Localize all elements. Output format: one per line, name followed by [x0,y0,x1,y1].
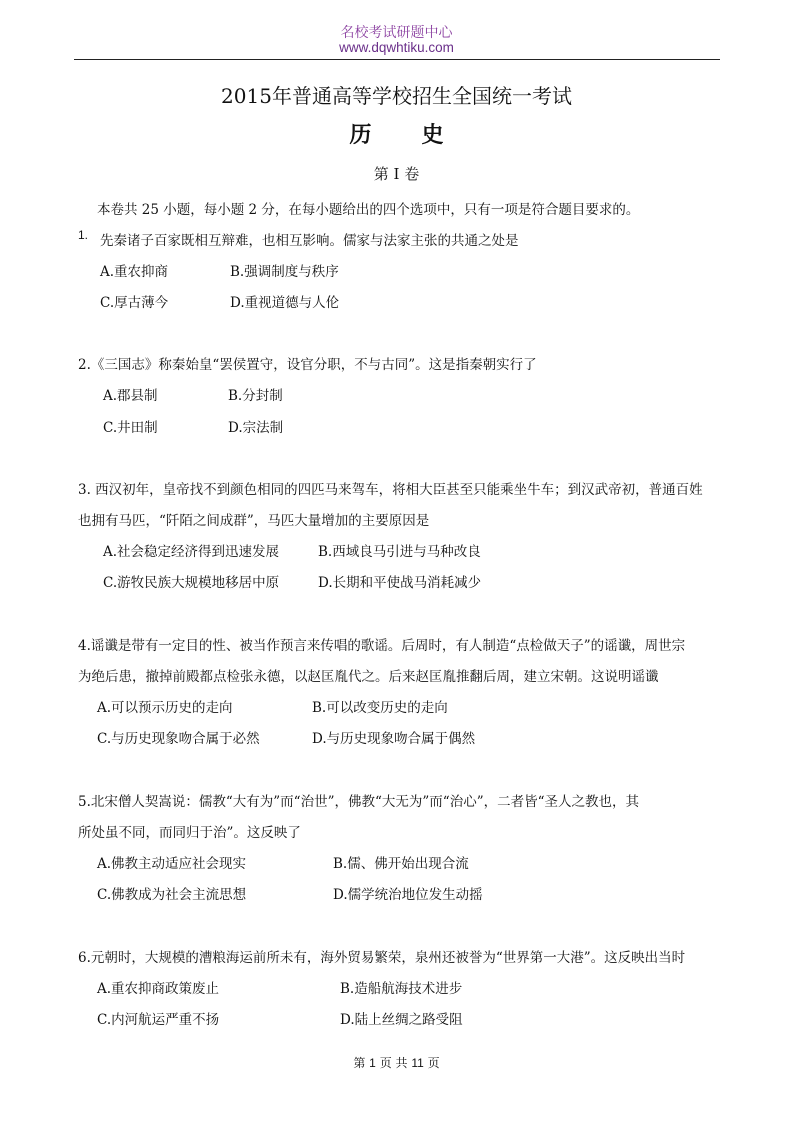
option-b[interactable]: B.西域良马引进与马种改良 [318,544,481,560]
option-c[interactable]: C.井田制 [103,420,158,436]
question-text-line1: 3. 西汉初年，皇帝找不到颜色相同的四匹马来驾车，将相大臣甚至只能乘坐牛车；到汉武帝初，普通百姓 [78,482,703,498]
question-text: 先秦诸子百家既相互辩难，也相互影响。儒家与法家主张的共通之处是 [100,233,519,249]
option-c[interactable]: C.厚古薄今 [100,295,169,311]
header-divider [74,59,720,60]
site-name: 名校考试研题中心 [340,25,453,41]
option-b[interactable]: B.儒、佛开始出现合流 [333,856,469,872]
page-footer [0,1054,793,1071]
option-a[interactable]: A.社会稳定经济得到迅速发展 [103,544,280,560]
footer-prefix: 第 [353,1056,366,1070]
subject-title: 历史 [349,122,494,148]
option-b[interactable]: B.强调制度与秩序 [230,264,339,280]
option-d[interactable]: D.与历史现象吻合属于偶然 [312,731,476,747]
option-a[interactable]: A.佛教主动适应社会现实 [97,856,247,872]
option-c[interactable]: C.佛教成为社会主流思想 [97,887,247,903]
question-text-line2: 所处虽不同，而同归于治”。这反映了 [78,825,301,841]
option-a[interactable]: A.重农抑商 [100,264,169,280]
question-number: 1. [78,228,89,242]
question-text-line2: 为绝后患，撤掉前殿都点检张永德，以赵匡胤代之。后来赵匡胤推翻后周，建立宋朝。这说明谣谶 [78,669,659,685]
option-c[interactable]: C.游牧民族大规模地移居中原 [103,575,280,591]
question-text: 6.元朝时，大规模的漕粮海运前所未有，海外贸易繁荣，泉州还被誉为“世界第一大港”。这反映出当时 [78,950,686,966]
page-total: 11 [411,1056,424,1070]
question-text-line1: 4.谣谶是带有一定目的性、被当作预言来传唱的歌谣。后周时，有人制造“点检做天子”的谣谶，周世宗 [78,638,686,654]
option-d[interactable]: D.长期和平使战马消耗减少 [318,575,482,591]
option-d[interactable]: D.陆上丝绸之路受阻 [340,1012,463,1028]
option-d[interactable]: D.儒学统治地位发生动摇 [333,887,483,903]
option-a[interactable]: A.郡县制 [103,388,158,404]
option-d[interactable]: D.重视道德与人伦 [230,295,340,311]
site-url[interactable]: www.dqwhtiku.com [339,40,454,55]
section-heading: 第 I 卷 [373,165,420,183]
exam-title: 2015年普通高等学校招生全国统一考试 [221,84,572,108]
question-text: 2.《三国志》称秦始皇“罢侯置守，设官分职，不与古同”。这是指秦朝实行了 [78,357,537,373]
option-c[interactable]: C.内河航运严重不扬 [97,1012,220,1028]
instructions: 本卷共 25 小题，每小题 2 分，在每小题给出的四个选项中，只有一项是符合题目要求的。 [97,202,640,218]
option-d[interactable]: D.宗法制 [228,420,284,436]
option-a[interactable]: A.可以预示历史的走向 [97,700,233,716]
page-number: 1 [369,1056,376,1070]
question-text-line1: 5.北宋僧人契嵩说：儒教“大有为”而“治世”，佛教“大无为”而“治心”，二者皆“圣人之教也，其 [78,794,639,810]
option-b[interactable]: B.造船航海技术进步 [340,981,463,997]
option-b[interactable]: B.分封制 [228,388,283,404]
option-c[interactable]: C.与历史现象吻合属于必然 [97,731,260,747]
option-b[interactable]: B.可以改变历史的走向 [312,700,448,716]
option-a[interactable]: A.重农抑商政策废止 [97,981,220,997]
footer-suffix: 页 [427,1056,440,1070]
footer-middle: 页 共 [379,1056,408,1070]
question-text-line2: 也拥有马匹，“阡陌之间成群”，马匹大量增加的主要原因是 [78,513,430,529]
